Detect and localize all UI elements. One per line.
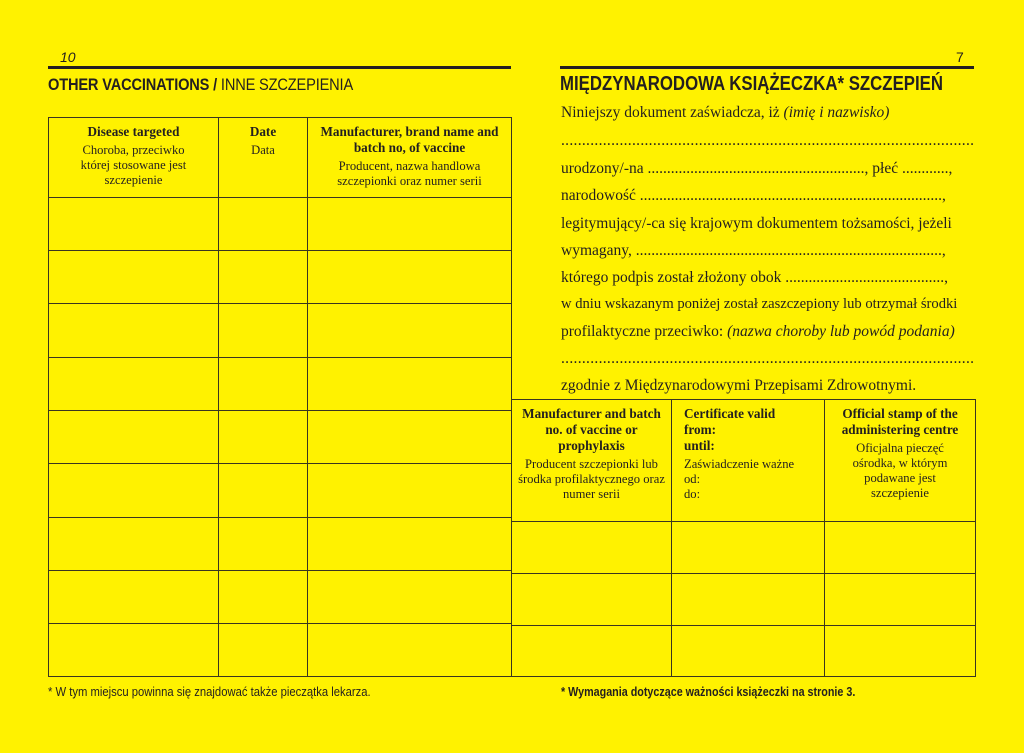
cell-manufacturer[interactable] [308,198,512,251]
cell-disease[interactable] [49,571,219,624]
header-rule-left [48,66,511,69]
form-line-name-prompt: Niniejszy dokument zaświadcza, iż (imię i nazwisko) [561,104,890,121]
cell-manufacturer[interactable] [308,304,512,358]
cell-manufacturer[interactable] [308,624,512,677]
form-line-id-document: legitymujący/-ca się krajowym dokumentem tożsamości, jeżeli [561,215,952,232]
table-header-row [512,400,976,522]
cell-disease[interactable] [49,358,219,411]
table-row [49,198,512,251]
cell-date[interactable] [219,464,308,518]
table-row [49,464,512,518]
cell-manufacturer[interactable] [308,411,512,464]
cell-validity[interactable] [672,626,825,677]
cell-manufacturer-batch[interactable] [512,522,672,574]
form-field-birth-sex[interactable]: urodzony/-na ........................................................, płeć ............, [561,160,953,177]
title-pl: INNE SZCZEPIENIA [220,75,354,94]
cell-date[interactable] [219,251,308,304]
cell-manufacturer-batch[interactable] [512,574,672,626]
cell-date[interactable] [219,411,308,464]
page-title-right: MIĘDZYNARODOWA KSIĄŻECZKA* SZCZEPIEŃ [560,73,943,95]
other-vaccinations-table [48,117,512,677]
header-date: Date Data [219,118,308,198]
cell-date[interactable] [219,304,308,358]
cell-date[interactable] [219,198,308,251]
cell-disease[interactable] [49,518,219,571]
title-en: OTHER VACCINATIONS [48,75,210,94]
form-field-signature[interactable]: którego podpis został złożony obok ........................................., [561,269,949,286]
table-row [512,522,976,574]
cell-manufacturer[interactable] [308,358,512,411]
cell-disease[interactable] [49,411,219,464]
form-field-name[interactable]: ................................................................................................... [561,132,975,149]
header-manufacturer: Manufacturer, brand name and batch no, of vaccine Producent, nazwa handlowa szczepionki oraz numer serii [308,118,512,198]
cell-disease[interactable] [49,304,219,358]
cell-validity[interactable] [672,522,825,574]
form-line-prophylaxis-prompt: profilaktyczne przeciwko: (nazwa choroby lub powód podania) [561,323,955,340]
cell-manufacturer[interactable] [308,251,512,304]
table-row [49,411,512,464]
cell-date[interactable] [219,518,308,571]
footnote-left: * W tym miejscu powinna się znajdować także pieczątka lekarza. [48,685,371,699]
cell-disease[interactable] [49,624,219,677]
cell-disease[interactable] [49,198,219,251]
cell-validity[interactable] [672,574,825,626]
cell-date[interactable] [219,571,308,624]
cell-manufacturer-batch[interactable] [512,626,672,677]
page-number-right: 7 [956,49,964,65]
table-row [512,574,976,626]
cell-date[interactable] [219,624,308,677]
header-manufacturer-batch: Manufacturer and batch no. of vaccine or prophylaxis Producent szczepionki lub środka profilaktycznego oraz numer serii [512,400,672,522]
form-field-disease[interactable]: ................................................................................................... [561,350,975,367]
table-row [49,251,512,304]
cell-date[interactable] [219,358,308,411]
cell-disease[interactable] [49,251,219,304]
cell-disease[interactable] [49,464,219,518]
title-separator: / [209,75,221,94]
table-row [512,626,976,677]
cell-manufacturer[interactable] [308,518,512,571]
table-row [49,624,512,677]
form-field-id-required[interactable]: wymagany, ..............................................................................., [561,242,946,259]
header-disease-targeted: Disease targeted Choroba, przeciwko której stosowane jest szczepienie [49,118,219,198]
header-rule-right [560,66,974,69]
page-title-left [48,75,353,95]
table-row [49,518,512,571]
table-header-row [49,118,512,198]
form-line-vaccinated: w dniu wskazanym poniżej został zaszczepiony lub otrzymał środki [561,296,958,312]
form-line-regulations: zgodnie z Międzynarodowymi Przepisami Zdrowotnymi. [561,377,917,394]
header-certificate-valid: Certificate valid from: until: Zaświadczenie ważne od: do: [672,400,825,522]
certificate-table [511,399,976,677]
cell-manufacturer[interactable] [308,464,512,518]
table-row [49,571,512,624]
cell-stamp[interactable] [825,522,976,574]
cell-stamp[interactable] [825,626,976,677]
page-number-left: 10 [60,49,76,65]
header-official-stamp: Official stamp of the administering centre Oficjalna pieczęć ośrodka, w którym podawane jest szczepienie [825,400,976,522]
cell-stamp[interactable] [825,574,976,626]
form-field-nationality[interactable]: narodowość .............................................................................., [561,187,946,204]
footnote-right: * Wymagania dotyczące ważności książeczki na stronie 3. [561,685,856,699]
table-row [49,358,512,411]
table-row [49,304,512,358]
cell-manufacturer[interactable] [308,571,512,624]
